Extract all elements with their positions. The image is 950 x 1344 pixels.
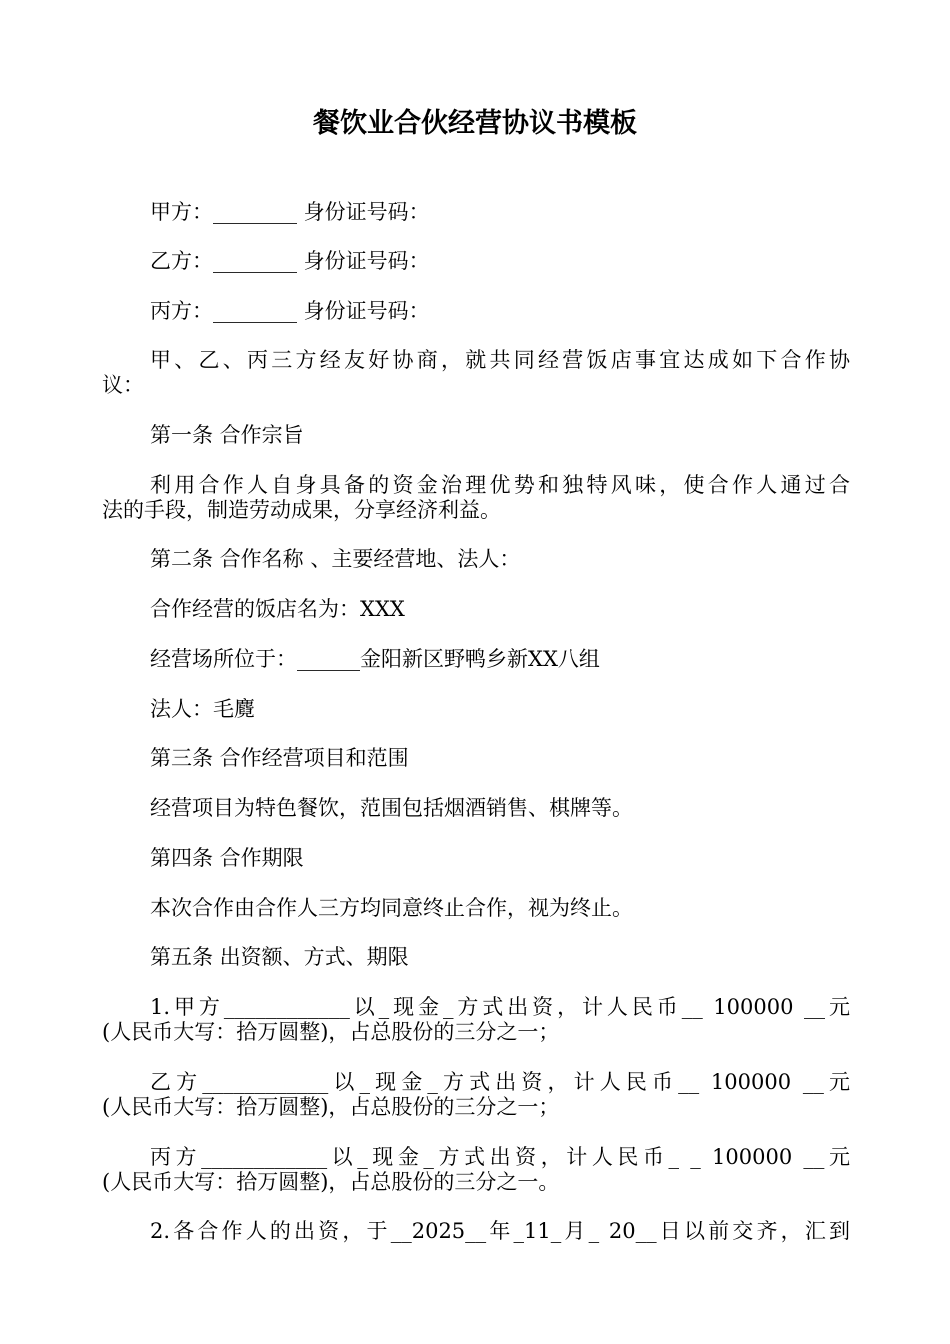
article-4-body: 本次合作由合作人三方均同意终止合作，视为终止。 — [150, 896, 633, 920]
article-1-line-2: 法的手段，制造劳动成果，分享经济利益。 — [102, 498, 501, 522]
article-5-item-1 — [102, 995, 850, 1045]
party-yi: 乙方：________ 身份证号码： — [150, 249, 430, 273]
article-1-title: 第一条 合作宗旨 — [150, 423, 304, 447]
article-1-line-1: 利用合作人自身具备的资金治理优势和独特风味，使合作人通过合 — [150, 473, 850, 497]
party-bing: 丙方：________ 身份证号码： — [150, 299, 430, 323]
article-4-title: 第四条 合作期限 — [150, 846, 304, 870]
article-5-item-3-line-1: 丙方____________以_现金_方式出资，计人民币_ _ 100000 __元 — [150, 1145, 850, 1169]
article-5-item-3 — [102, 1145, 850, 1195]
article-3-body: 经营项目为特色餐饮，范围包括烟酒销售、棋牌等。 — [150, 796, 633, 820]
article-5-title: 第五条 出资额、方式、期限 — [150, 945, 409, 969]
article-5-item-2 — [102, 1070, 850, 1120]
article-5-item-4-line-1: 2.各合作人的出资，于__2025__年_11_月_ 20__日以前交齐，汇到 — [150, 1219, 850, 1243]
article-5-item-2-line-2: (人民币大写：拾万圆整)，占总股份的三分之一； — [102, 1095, 560, 1119]
article-5-item-1-line-2: (人民币大写：拾万圆整)，占总股份的三分之一； — [102, 1020, 560, 1044]
article-2-title: 第二条 合作名称 、主要经营地、法人： — [150, 547, 521, 571]
article-2-location: 经营场所位于：______金阳新区野鸭乡新XX八组 — [150, 647, 600, 671]
article-5-item-1-line-1: 1.甲方____________以_现金_方式出资，计人民币__ 100000 __元 — [150, 995, 850, 1019]
article-5-item-4 — [102, 1219, 850, 1244]
party-jia: 甲方：________ 身份证号码： — [150, 200, 430, 224]
article-3-title: 第三条 合作经营项目和范围 — [150, 746, 409, 770]
intro-line-2: 议： — [102, 373, 144, 397]
article-5-item-2-line-1: 乙方____________以_现金_方式出资，计人民币__ 100000 __元 — [150, 1070, 850, 1094]
intro-paragraph — [102, 348, 850, 398]
article-2-legal: 法人：毛麑 — [150, 697, 255, 721]
article-5-item-3-line-2: (人民币大写：拾万圆整)，占总股份的三分之一。 — [102, 1170, 560, 1194]
article-2-name: 合作经营的饭店名为：XXX — [150, 597, 405, 621]
intro-line-1: 甲、乙、丙三方经友好协商，就共同经营饭店事宜达成如下合作协 — [150, 348, 850, 372]
document-title: 餐饮业合伙经营协议书模板 — [313, 108, 637, 139]
article-1-body — [102, 473, 850, 523]
